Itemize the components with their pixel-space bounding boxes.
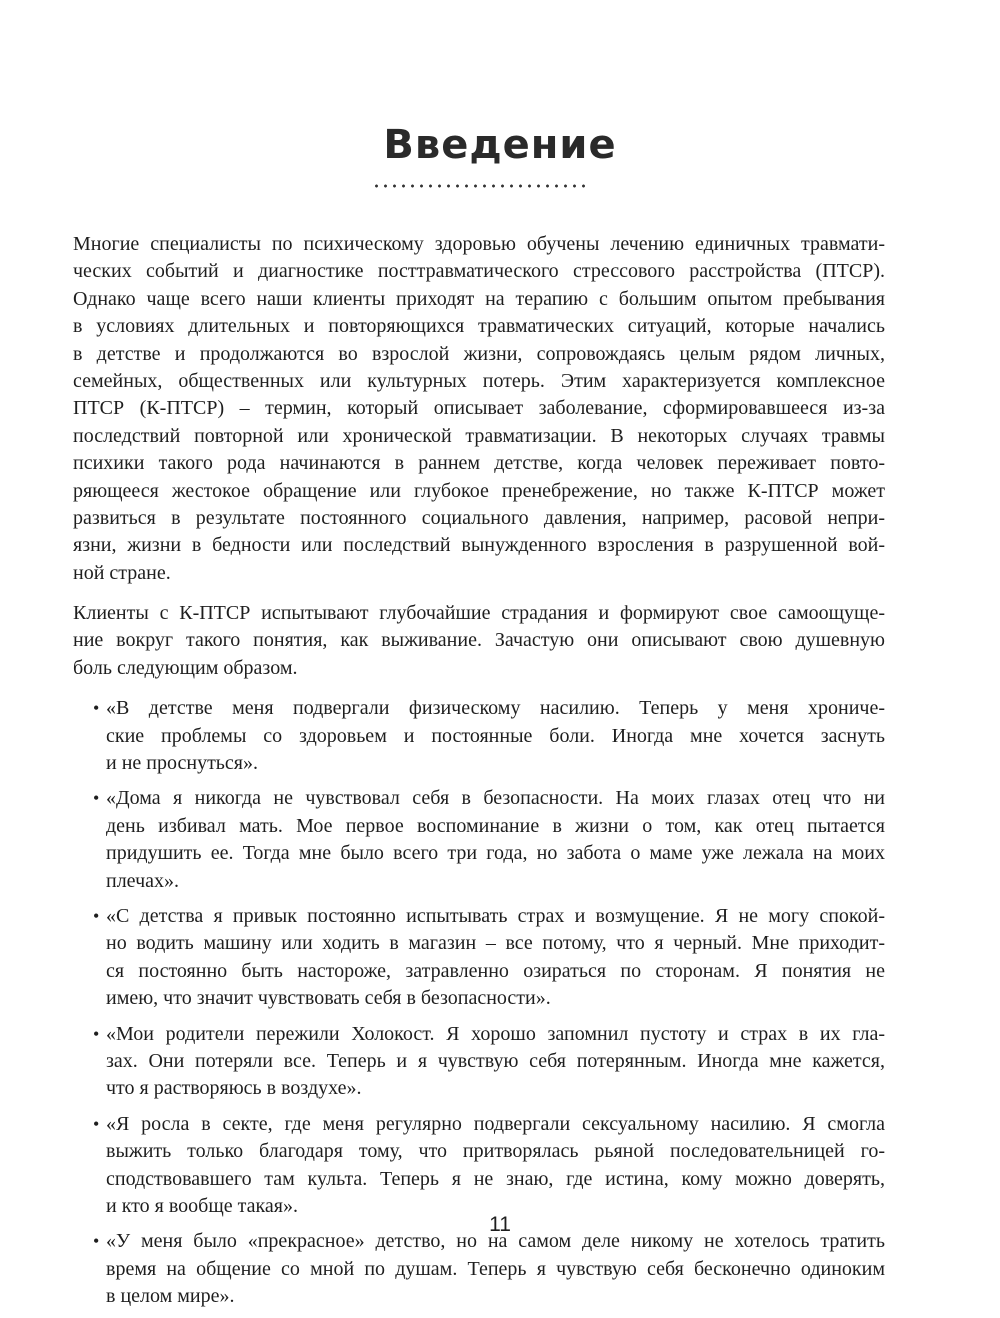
text-line: зах. Они потеряли все. Теперь и я чувствую себя потерянным. Иногда мне кажется, <box>106 1049 885 1072</box>
text-line: что я растворяюсь в воздухе». <box>106 1077 362 1100</box>
text-line: плечах». <box>106 869 179 892</box>
bullet-list-item <box>73 1021 885 1103</box>
text-line: «Я росла в секте, где меня регулярно подвергали сексуальному насилию. Я смогла <box>106 1112 885 1135</box>
text-line: «У меня было «прекрасное» детство, но на самом деле никому не хотелось тратить <box>106 1230 885 1253</box>
text-line: боль следующим образом. <box>73 656 298 679</box>
text-line: придушить ее. Тогда мне было всего три года, но забота о маме уже лежала на моих <box>106 842 885 865</box>
text-line: день избивал мать. Мое первое воспоминание в жизни о том, как отец пытается <box>106 814 885 837</box>
text-line: ческих событий и диагностике посттравматического стрессового расстройства (ПТСР). <box>73 260 885 283</box>
body-text <box>73 231 885 1318</box>
bullet-icon: • <box>93 1023 100 1044</box>
bullet-icon: • <box>93 1113 100 1134</box>
text-line: Однако чаще всего наши клиенты приходят на терапию с большим опытом пребывания <box>73 287 885 310</box>
bullet-list-item <box>73 785 885 895</box>
text-line: и не проснуться». <box>106 752 259 775</box>
text-line: ские проблемы со здоровьем и постоянные боли. Иногда мне хочется заснуть <box>106 724 885 747</box>
text-line: и кто я вообще такая». <box>106 1194 298 1217</box>
paragraph <box>73 231 885 587</box>
text-line: ПТСР (К-ПТСР) – термин, который описывает заболевание, сформировавшееся из-за <box>73 397 885 420</box>
bullet-list-item <box>73 1228 885 1310</box>
chapter-title: Введение <box>383 122 617 168</box>
bullet-list-item <box>73 695 885 777</box>
text-line: развиться в результате постоянного социального давления, например, расовой непри- <box>73 506 885 529</box>
text-line: Многие специалисты по психическому здоровью обучены лечению единичных травмати- <box>73 233 885 255</box>
text-line: последствий повторной или хронической травматизации. В некоторых случаях травмы <box>73 424 885 447</box>
text-line: ной стране. <box>73 561 171 584</box>
text-line: психики такого рода начинаются в раннем детстве, когда человек переживает повто- <box>73 452 885 475</box>
text-line: ние вокруг такого понятия, как выживание. Зачастую они описывают свою душевную <box>73 629 885 652</box>
text-line: «Дома я никогда не чувствовал себя в безопасности. На моих глазах отец что ни <box>106 787 885 810</box>
text-line: «Мои родители пережили Холокост. Я хорошо запомнил пустоту и страх в их гла- <box>106 1022 885 1045</box>
text-line: имею, что значит чувствовать себя в безопасности». <box>106 987 551 1010</box>
text-line: сподствовавшего там культа. Теперь я не знаю, где истина, кому можно доверять, <box>106 1167 885 1190</box>
text-line: «С детства я привык постоянно испытывать страх и возмущение. Я не могу спокой- <box>106 904 885 927</box>
text-line: ряющееся жестокое обращение или глубокое пренебрежение, но также К-ПТСР может <box>73 479 885 502</box>
bullet-list-item <box>73 903 885 1013</box>
text-line: в условиях длительных и повторяющихся травматических ситуаций, которые начались <box>73 315 885 338</box>
title-dotted-divider <box>372 184 588 188</box>
text-line: но водить машину или ходить в магазин – все потому, что я черный. Мне приходит- <box>106 932 885 955</box>
page-number: 11 <box>489 1213 511 1236</box>
text-line: в целом мире». <box>106 1285 235 1308</box>
text-line: язни, жизни в бедности или последствий вынужденного взросления в разрушенной вой- <box>73 534 885 557</box>
text-line: ся постоянно быть настороже, затравленно озираться по сторонам. Я понятия не <box>106 959 885 982</box>
bullet-icon: • <box>93 698 100 719</box>
text-line: «В детстве меня подвергали физическому насилию. Теперь у меня хрониче- <box>106 697 885 720</box>
text-line: выжить только благодаря тому, что притворялась рьяной последовательницей го- <box>106 1140 885 1163</box>
text-line: в детстве и продолжаются во взрослой жизни, сопровождаясь целым рядом личных, <box>73 342 885 365</box>
text-line: время на общение со мной по душам. Теперь я чувствую себя бесконечно одиноким <box>106 1257 885 1280</box>
paragraph <box>73 600 885 682</box>
bullet-icon: • <box>93 905 100 926</box>
text-line: семейных, общественных или культурных потерь. Этим характеризуется комплексное <box>73 369 885 392</box>
bullet-icon: • <box>93 1231 100 1252</box>
text-line: Клиенты с К-ПТСР испытывают глубочайшие страдания и формируют свое самоощуще- <box>73 602 885 625</box>
bullet-list-item <box>73 1111 885 1221</box>
bullet-icon: • <box>93 788 100 809</box>
